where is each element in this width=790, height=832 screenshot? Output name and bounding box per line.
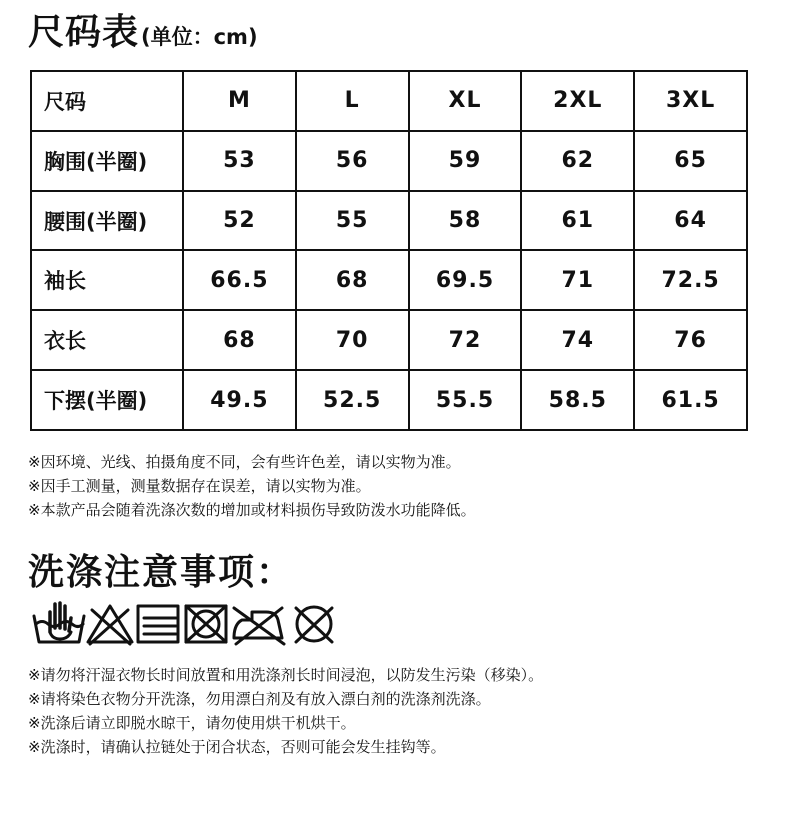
table-cell: 52 xyxy=(183,191,296,251)
note-line: ※本款产品会随着洗涤次数的增加或材料损伤导致防泼水功能降低。 xyxy=(28,501,476,519)
care-title: 洗涤注意事项： xyxy=(28,552,295,593)
row-label: 下摆(半圈) xyxy=(31,370,183,430)
table-row xyxy=(31,131,747,191)
table-cell: 59 xyxy=(409,131,522,191)
no-tumble-dry-icon xyxy=(186,606,226,642)
table-cell: 70 xyxy=(296,310,409,370)
table-cell: 61 xyxy=(521,191,634,251)
table-row xyxy=(31,370,747,430)
table-cell: 68 xyxy=(296,250,409,310)
care-note-line: ※请勿将汗湿衣物长时间放置和用洗涤剂长时间浸泡，以防发生污染（移染）。 xyxy=(28,666,544,684)
note-line: ※因环境、光线、拍摄角度不同，会有些许色差，请以实物为准。 xyxy=(28,453,461,471)
table-cell: 55.5 xyxy=(409,370,522,430)
care-note-line: ※请将染色衣物分开洗涤，勿用漂白剂及有放入漂白剂的洗涤剂洗涤。 xyxy=(28,690,491,708)
size-table xyxy=(30,70,748,431)
title-text: 尺码表 xyxy=(28,12,140,53)
table-cell: 56 xyxy=(296,131,409,191)
table-cell: 72 xyxy=(409,310,522,370)
no-dry-clean-icon xyxy=(296,607,332,642)
table-cell: 74 xyxy=(521,310,634,370)
table-cell: 65 xyxy=(634,131,747,191)
care-note-line: ※洗涤后请立即脱水晾干，请勿使用烘干机烘干。 xyxy=(28,714,356,732)
column-header: 尺码 xyxy=(31,71,183,131)
dry-flat-icon xyxy=(138,606,178,642)
unit-text: (单位：cm) xyxy=(141,25,258,49)
table-cell: 72.5 xyxy=(634,250,747,310)
table-row xyxy=(31,310,747,370)
table-cell: 68 xyxy=(183,310,296,370)
size-notes xyxy=(28,450,476,522)
row-label: 衣长 xyxy=(31,310,183,370)
hand-wash-icon xyxy=(34,603,84,642)
column-header: 2XL xyxy=(521,71,634,131)
table-cell: 69.5 xyxy=(409,250,522,310)
table-cell: 71 xyxy=(521,250,634,310)
care-notes xyxy=(28,663,543,759)
table-cell: 76 xyxy=(634,310,747,370)
table-cell: 52.5 xyxy=(296,370,409,430)
table-cell: 58 xyxy=(409,191,522,251)
table-cell: 66.5 xyxy=(183,250,296,310)
row-label: 袖长 xyxy=(31,250,183,310)
table-cell: 62 xyxy=(521,131,634,191)
table-header-row xyxy=(31,71,747,131)
page-title xyxy=(28,4,258,53)
column-header: M xyxy=(183,71,296,131)
no-iron-icon xyxy=(234,608,284,644)
row-label: 腰围(半圈) xyxy=(31,191,183,251)
table-cell: 64 xyxy=(634,191,747,251)
table-cell: 61.5 xyxy=(634,370,747,430)
column-header: L xyxy=(296,71,409,131)
no-bleach-icon xyxy=(88,606,132,644)
table-row xyxy=(31,250,747,310)
column-header: 3XL xyxy=(634,71,747,131)
table-cell: 55 xyxy=(296,191,409,251)
table-row xyxy=(31,191,747,251)
note-line: ※因手工测量，测量数据存在误差，请以实物为准。 xyxy=(28,477,371,495)
care-icons xyxy=(30,598,350,650)
column-header: XL xyxy=(409,71,522,131)
row-label: 胸围(半圈) xyxy=(31,131,183,191)
table-cell: 49.5 xyxy=(183,370,296,430)
care-note-line: ※洗涤时，请确认拉链处于闭合状态，否则可能会发生挂钩等。 xyxy=(28,738,446,756)
table-cell: 53 xyxy=(183,131,296,191)
table-cell: 58.5 xyxy=(521,370,634,430)
